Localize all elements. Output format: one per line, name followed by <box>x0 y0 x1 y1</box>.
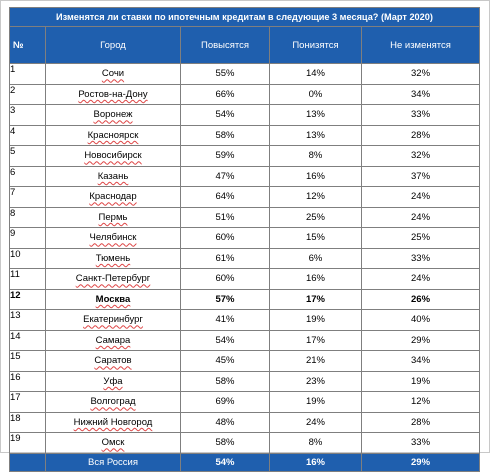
total-label: Вся Россия <box>87 456 139 468</box>
column-header-number: № <box>10 27 46 64</box>
down-percent-cell: 25% <box>270 207 362 228</box>
total-same-cell: 29% <box>362 453 480 471</box>
up-percent-cell: 66% <box>181 84 270 105</box>
same-percent-cell: 24% <box>362 187 480 208</box>
table-row <box>10 64 480 85</box>
row-number-cell: 12 <box>10 289 46 310</box>
row-number-cell: 6 <box>10 166 46 187</box>
city-name: Саратов <box>94 355 132 367</box>
down-percent-cell: 6% <box>270 248 362 269</box>
total-row <box>10 453 480 471</box>
city-name: Самара <box>95 334 131 346</box>
same-percent-cell: 28% <box>362 125 480 146</box>
down-percent-cell: 19% <box>270 310 362 331</box>
same-percent-cell: 24% <box>362 207 480 228</box>
city-cell <box>46 269 181 290</box>
up-percent-cell: 60% <box>181 269 270 290</box>
row-number-cell: 11 <box>10 269 46 290</box>
up-percent-cell: 58% <box>181 371 270 392</box>
table-row <box>10 207 480 228</box>
up-percent-cell: 45% <box>181 351 270 372</box>
down-percent-cell: 16% <box>270 166 362 187</box>
row-number-cell: 18 <box>10 412 46 433</box>
up-percent-cell: 54% <box>181 105 270 126</box>
table-row <box>10 187 480 208</box>
city-cell <box>46 187 181 208</box>
up-percent-cell: 57% <box>181 289 270 310</box>
city-cell <box>46 105 181 126</box>
up-percent-cell: 54% <box>181 330 270 351</box>
down-percent-cell: 24% <box>270 412 362 433</box>
city-cell <box>46 146 181 167</box>
city-cell <box>46 351 181 372</box>
down-percent-cell: 12% <box>270 187 362 208</box>
table-row <box>10 84 480 105</box>
up-percent-cell: 55% <box>181 64 270 85</box>
row-number-cell: 19 <box>10 433 46 454</box>
same-percent-cell: 19% <box>362 371 480 392</box>
city-name: Волгоград <box>90 396 136 408</box>
row-number-cell: 8 <box>10 207 46 228</box>
table-row <box>10 330 480 351</box>
city-name: Уфа <box>103 375 123 387</box>
row-number-cell: 4 <box>10 125 46 146</box>
table-row <box>10 392 480 413</box>
down-percent-cell: 13% <box>270 105 362 126</box>
city-name: Краснодар <box>89 191 137 203</box>
total-down-cell: 16% <box>270 453 362 471</box>
column-header-same: Не изменятся <box>362 27 480 64</box>
city-cell <box>46 207 181 228</box>
mortgage-rate-survey-table <box>9 7 480 472</box>
row-number-cell: 1 <box>10 64 46 85</box>
up-percent-cell: 69% <box>181 392 270 413</box>
city-name: Пермь <box>98 211 128 223</box>
row-number-cell: 13 <box>10 310 46 331</box>
table-row <box>10 289 480 310</box>
city-name: Санкт-Петербург <box>75 273 151 285</box>
table-row <box>10 166 480 187</box>
table-row <box>10 351 480 372</box>
row-number-cell: 10 <box>10 248 46 269</box>
down-percent-cell: 21% <box>270 351 362 372</box>
row-number-cell: 16 <box>10 371 46 392</box>
city-cell <box>46 392 181 413</box>
city-cell <box>46 64 181 85</box>
city-cell <box>46 433 181 454</box>
same-percent-cell: 32% <box>362 64 480 85</box>
city-name: Казань <box>97 170 129 182</box>
city-name: Омск <box>101 437 125 449</box>
down-percent-cell: 13% <box>270 125 362 146</box>
row-number-cell: 7 <box>10 187 46 208</box>
city-cell <box>46 248 181 269</box>
city-name: Сочи <box>101 68 125 80</box>
row-number-cell: 17 <box>10 392 46 413</box>
up-percent-cell: 51% <box>181 207 270 228</box>
city-cell <box>46 330 181 351</box>
table-row <box>10 371 480 392</box>
table-row <box>10 146 480 167</box>
same-percent-cell: 40% <box>362 310 480 331</box>
same-percent-cell: 34% <box>362 351 480 372</box>
table-row <box>10 228 480 249</box>
up-percent-cell: 64% <box>181 187 270 208</box>
table-row <box>10 269 480 290</box>
down-percent-cell: 23% <box>270 371 362 392</box>
table-row <box>10 105 480 126</box>
same-percent-cell: 34% <box>362 84 480 105</box>
city-cell <box>46 166 181 187</box>
same-percent-cell: 33% <box>362 433 480 454</box>
total-number-cell <box>10 453 46 471</box>
city-cell <box>46 310 181 331</box>
same-percent-cell: 28% <box>362 412 480 433</box>
table-row <box>10 433 480 454</box>
up-percent-cell: 59% <box>181 146 270 167</box>
city-name: Новосибирск <box>84 150 142 162</box>
same-percent-cell: 26% <box>362 289 480 310</box>
city-cell <box>46 228 181 249</box>
column-header-city: Город <box>46 27 181 64</box>
city-name: Екатеринбург <box>83 314 143 326</box>
table-row <box>10 412 480 433</box>
up-percent-cell: 47% <box>181 166 270 187</box>
row-number-cell: 3 <box>10 105 46 126</box>
same-percent-cell: 37% <box>362 166 480 187</box>
down-percent-cell: 14% <box>270 64 362 85</box>
up-percent-cell: 58% <box>181 125 270 146</box>
city-cell <box>46 289 181 310</box>
row-number-cell: 2 <box>10 84 46 105</box>
column-header-down: Понизятся <box>270 27 362 64</box>
table-row <box>10 125 480 146</box>
same-percent-cell: 29% <box>362 330 480 351</box>
down-percent-cell: 8% <box>270 433 362 454</box>
up-percent-cell: 41% <box>181 310 270 331</box>
down-percent-cell: 17% <box>270 289 362 310</box>
up-percent-cell: 60% <box>181 228 270 249</box>
down-percent-cell: 19% <box>270 392 362 413</box>
same-percent-cell: 32% <box>362 146 480 167</box>
table-title: Изменятся ли ставки по ипотечным кредитам в следующие 3 месяца? (Март 2020) <box>10 8 480 27</box>
down-percent-cell: 15% <box>270 228 362 249</box>
same-percent-cell: 12% <box>362 392 480 413</box>
same-percent-cell: 24% <box>362 269 480 290</box>
total-label-cell <box>46 453 181 471</box>
city-name: Воронеж <box>93 109 133 121</box>
total-up-cell: 54% <box>181 453 270 471</box>
column-header-up: Повысятся <box>181 27 270 64</box>
row-number-cell: 15 <box>10 351 46 372</box>
table-row <box>10 248 480 269</box>
up-percent-cell: 61% <box>181 248 270 269</box>
down-percent-cell: 16% <box>270 269 362 290</box>
row-number-cell: 14 <box>10 330 46 351</box>
city-name: Челябинск <box>89 232 137 244</box>
same-percent-cell: 33% <box>362 248 480 269</box>
same-percent-cell: 25% <box>362 228 480 249</box>
city-cell <box>46 412 181 433</box>
row-number-cell: 9 <box>10 228 46 249</box>
down-percent-cell: 8% <box>270 146 362 167</box>
down-percent-cell: 0% <box>270 84 362 105</box>
city-name: Нижний Новгород <box>73 416 153 428</box>
down-percent-cell: 17% <box>270 330 362 351</box>
up-percent-cell: 58% <box>181 433 270 454</box>
city-cell <box>46 371 181 392</box>
city-name: Москва <box>95 293 131 305</box>
city-name: Красноярск <box>87 129 139 141</box>
up-percent-cell: 48% <box>181 412 270 433</box>
same-percent-cell: 33% <box>362 105 480 126</box>
city-cell <box>46 125 181 146</box>
city-name: Ростов-на-Дону <box>78 88 148 100</box>
table-row <box>10 310 480 331</box>
city-name: Тюмень <box>95 252 131 264</box>
city-cell <box>46 84 181 105</box>
row-number-cell: 5 <box>10 146 46 167</box>
